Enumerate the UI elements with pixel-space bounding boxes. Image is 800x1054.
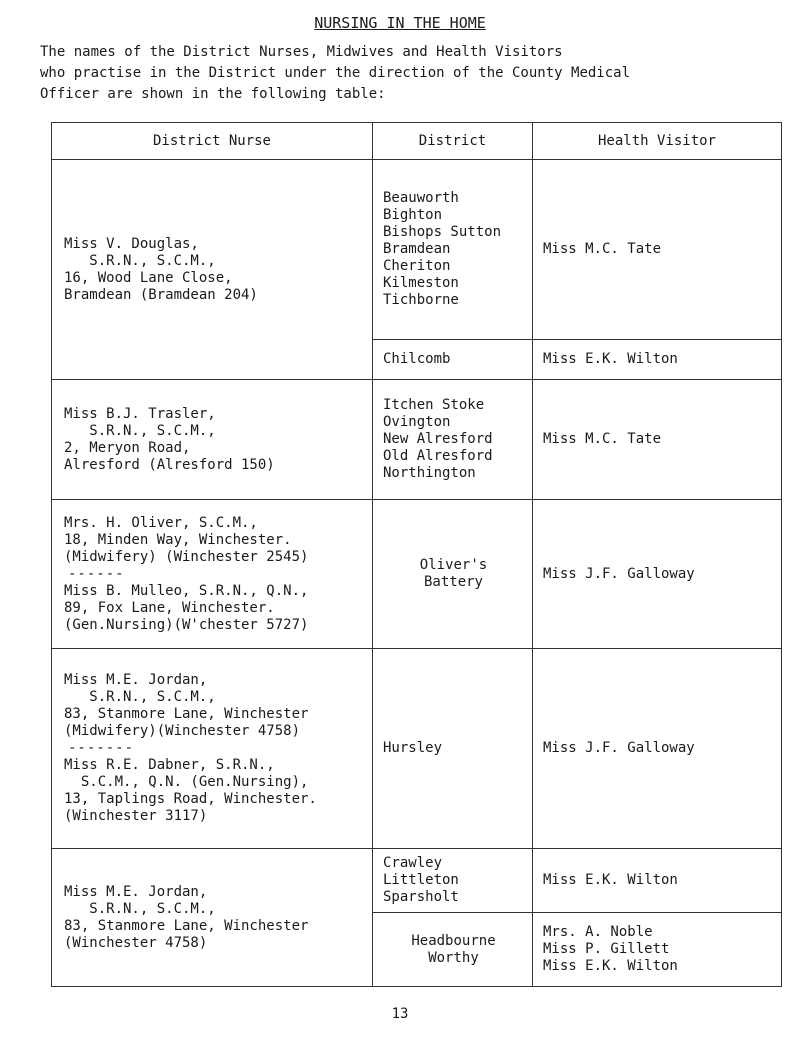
- visitor-cell: [533, 849, 782, 913]
- visitor-cell: [533, 500, 782, 649]
- table-row: [52, 500, 782, 649]
- district-line: Northington: [383, 465, 476, 481]
- district-line: Crawley: [383, 855, 443, 871]
- district-line: Ovington: [383, 414, 451, 430]
- district-line: Battery: [423, 574, 483, 590]
- district-cell: [373, 160, 533, 340]
- district-line: Bishops Sutton: [383, 224, 502, 240]
- visitor-cell: [533, 649, 782, 849]
- table-row: [52, 160, 782, 340]
- visitor-line: Miss E.K. Wilton: [543, 872, 678, 888]
- nurse-line: 83, Stanmore Lane, Winchester: [64, 706, 309, 722]
- district-line: Hursley: [383, 740, 443, 756]
- district-line: Chilcomb: [383, 351, 451, 367]
- visitor-cell: [533, 913, 782, 987]
- visitor-line: Miss E.K. Wilton: [543, 351, 678, 367]
- nurse-line: Miss V. Douglas,: [64, 235, 199, 252]
- district-line: Tichborne: [383, 292, 459, 308]
- nurse-line: 13, Taplings Road, Winchester.: [64, 791, 317, 807]
- nurse-line: (Midwifery)(Winchester 4758): [64, 723, 301, 739]
- table-header-row: [52, 123, 782, 160]
- district-line: Sparsholt: [383, 889, 459, 905]
- table-row: [52, 380, 782, 500]
- nurse-line: Miss M.E. Jordan,: [64, 883, 208, 900]
- intro-line: Officer are shown in the following table:: [40, 86, 386, 102]
- visitor-cell: [533, 380, 782, 500]
- district-line: Cheriton: [383, 258, 451, 274]
- nurse-cell: [52, 500, 373, 649]
- nursing-table: [51, 122, 782, 987]
- nurse-line: S.R.N., S.C.M.,: [64, 900, 216, 917]
- table-row: [52, 849, 782, 913]
- nurse-line: S.R.N., S.C.M.,: [64, 422, 216, 439]
- nurse-line: S.R.N., S.C.M.,: [64, 252, 216, 269]
- district-line: Bramdean: [383, 241, 451, 257]
- nurse-line: (Gen.Nursing)(W'chester 5727): [64, 616, 309, 633]
- nurse-line: 18, Minden Way, Winchester.: [64, 531, 292, 548]
- header-district: District: [373, 123, 533, 160]
- header-health-visitor: Health Visitor: [533, 123, 782, 160]
- district-cell: [373, 500, 533, 649]
- visitor-line: Miss J.F. Galloway: [543, 740, 695, 756]
- district-line: Itchen Stoke: [383, 397, 485, 413]
- nurse-cell: [52, 649, 373, 849]
- nurse-line: Miss M.E. Jordan,: [64, 672, 208, 688]
- nurse-cell: [52, 849, 373, 987]
- nurse-line: S.C.M., Q.N. (Gen.Nursing),: [64, 774, 309, 790]
- intro-line: The names of the District Nurses, Midwives and Health Visitors: [40, 44, 563, 60]
- district-cell: [373, 340, 533, 380]
- visitor-line: Mrs. A. Noble: [543, 924, 653, 940]
- district-line: New Alresford: [383, 431, 493, 447]
- nurse-line: 2, Meryon Road,: [64, 439, 191, 456]
- separator-dashes: ------: [68, 565, 125, 582]
- nurse-line: S.R.N., S.C.M.,: [64, 689, 216, 705]
- nurse-line: (Winchester 4758): [64, 934, 208, 951]
- nurse-line: 83, Stanmore Lane, Winchester: [64, 917, 309, 934]
- intro-line: who practise in the District under the direction of the County Medical: [40, 65, 631, 81]
- nurse-cell: [52, 160, 373, 380]
- visitor-line: Miss J.F. Galloway: [543, 565, 695, 582]
- district-cell: [373, 849, 533, 913]
- page-number: 13: [391, 1006, 409, 1022]
- nurse-line: Mrs. H. Oliver, S.C.M.,: [64, 514, 258, 531]
- separator-dashes: -------: [68, 740, 135, 756]
- nurse-line: Alresford (Alresford 150): [64, 456, 275, 473]
- visitor-cell: [533, 160, 782, 340]
- district-line: Worthy: [428, 949, 479, 966]
- district-line: Beauworth: [383, 190, 459, 206]
- page-title: NURSING IN THE HOME: [314, 14, 486, 32]
- district-cell: [373, 913, 533, 987]
- nurse-line: Miss R.E. Dabner, S.R.N.,: [64, 757, 275, 773]
- nurse-line: 16, Wood Lane Close,: [64, 269, 233, 286]
- nurse-line: Miss B.J. Trasler,: [64, 405, 216, 422]
- intro-paragraph: [40, 42, 775, 105]
- visitor-cell: [533, 340, 782, 380]
- visitor-line: Miss M.C. Tate: [543, 241, 662, 257]
- visitor-line: Miss E.K. Wilton: [543, 958, 678, 974]
- district-cell: [373, 649, 533, 849]
- district-line: Oliver's: [419, 557, 488, 573]
- nurse-line: Miss B. Mulleo, S.R.N., Q.N.,: [64, 582, 309, 599]
- district-line: Bighton: [383, 207, 443, 223]
- nurse-line: (Winchester 3117): [64, 808, 208, 824]
- table-row: [52, 649, 782, 849]
- nurse-line: Bramdean (Bramdean 204): [64, 286, 258, 303]
- district-line: Kilmeston: [383, 275, 459, 291]
- visitor-line: Miss M.C. Tate: [543, 431, 662, 447]
- nurse-line: (Midwifery) (Winchester 2545): [64, 548, 309, 565]
- nurse-line: 89, Fox Lane, Winchester.: [64, 599, 275, 616]
- district-line: Old Alresford: [383, 448, 493, 464]
- visitor-line: Miss P. Gillett: [543, 941, 670, 957]
- header-district-nurse: District Nurse: [52, 123, 373, 160]
- nurse-cell: [52, 380, 373, 500]
- district-line: Littleton: [383, 872, 459, 888]
- district-line: Headbourne: [411, 932, 496, 949]
- district-cell: [373, 380, 533, 500]
